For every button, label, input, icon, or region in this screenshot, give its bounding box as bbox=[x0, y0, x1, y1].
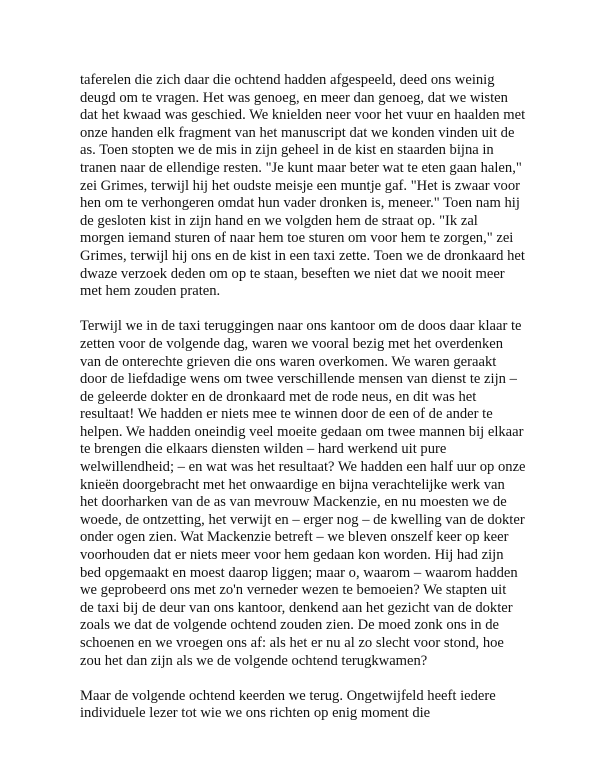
text-line: dat het kwaad was geschied. We knielden neer voor het vuur en haalden met bbox=[80, 107, 526, 124]
text-line: tranen naar de ellendige resten. "Je kunt maar beter wat te eten gaan halen," bbox=[80, 159, 522, 176]
paragraph-3 bbox=[80, 688, 528, 723]
text-line: hen om te verhongeren omdat hun vader dronken is, meneer." Toen nam hij bbox=[80, 195, 520, 212]
text-line: de gesloten kist in zijn hand en we volgden hem de straat op. "Ik zal bbox=[80, 212, 478, 229]
text-line: voorhouden dat er niets meer voor hem gedaan kon worden. Hij had zijn bbox=[80, 547, 504, 564]
text-line: resultaat! We hadden er niets mee te winnen door de een of de ander te bbox=[80, 406, 493, 423]
text-line: de taxi bij de deur van ons kantoor, denkend aan het gezicht van de dokter bbox=[80, 599, 513, 616]
text-line: deugd om te vragen. Het was genoeg, en meer dan genoeg, dat we wisten bbox=[80, 89, 508, 106]
text-line: dwaze verzoek deden om op te staan, beseften we niet dat we nooit meer bbox=[80, 265, 505, 282]
paragraph-2 bbox=[80, 318, 528, 670]
text-line: individuele lezer tot wie we ons richten op enig moment die bbox=[80, 705, 431, 722]
text-line: bed opgemaakt en moest daarop liggen; maar o, waarom – waarom hadden bbox=[80, 564, 518, 581]
text-line: schoenen en we vroegen ons af: als het er nu al zo slecht voor stond, hoe bbox=[80, 635, 504, 651]
text-line: zetten voor de volgende dag, waren we vooral bezig met het overdenken bbox=[80, 335, 504, 352]
text-line: door de liefdadige wens om twee verschillende mensen van dienst te zijn – bbox=[80, 371, 517, 388]
text-line: onder ogen zien. Wat Mackenzie betreft – we bleven onszelf keer op keer bbox=[80, 529, 509, 546]
text-line: zou het dan zijn als we de volgende ochtend terugkwamen? bbox=[80, 652, 428, 669]
text-line: Maar de volgende ochtend keerden we terug. Ongetwijfeld heeft iedere bbox=[80, 687, 496, 704]
text-line: taferelen die zich daar die ochtend hadden afgespeeld, deed ons weinig bbox=[80, 72, 495, 88]
text-line: Terwijl we in de taxi teruggingen naar ons kantoor om de doos daar klaar te bbox=[80, 318, 522, 335]
text-line: morgen iemand sturen of naar hem toe sturen om voor hem te zorgen," zei bbox=[80, 230, 514, 247]
text-line: de geleerde dokter en de dronkaard met de rode neus, en dit was het bbox=[80, 388, 477, 405]
text-line: welwillendheid; – en wat was het resultaat? We hadden een half uur op onze bbox=[80, 459, 526, 476]
text-line: as. Toen stopten we de mis in zijn geheel in de kist en staarden bijna in bbox=[80, 142, 494, 159]
text-line: knieën doorgebracht met het onwaardige en bijna verachtelijke werk van bbox=[80, 476, 505, 493]
text-line: woede, de ontzetting, het verwijt en – erger nog – de kwelling van de dokter bbox=[80, 511, 525, 528]
text-line: het doorharken van de as van mevrouw Mackenzie, en nu moesten we de bbox=[80, 494, 507, 511]
text-line: Grimes, terwijl hij ons en de kist in een taxi zette. Toen we de dronkaard het bbox=[80, 247, 525, 264]
document-page bbox=[80, 72, 528, 741]
text-line: we geprobeerd ons met zo'n verneder wezen te bemoeien? We stapten uit bbox=[80, 582, 507, 599]
text-line: te brengen die elkaars diensten wilden – hard werkend uit pure bbox=[80, 441, 447, 458]
text-line: zoals we dat de volgende ochtend zouden zien. De moed zonk ons in de bbox=[80, 617, 500, 634]
text-line: zei Grimes, terwijl hij het oudste meisje een muntje gaf. "Het is zwaar voor bbox=[80, 177, 520, 194]
text-line: van de onterechte grieven die ons waren overkomen. We waren geraakt bbox=[80, 353, 497, 370]
text-line: met hem zouden praten. bbox=[80, 283, 221, 300]
text-line: onze handen elk fragment van het manuscript dat we konden vinden uit de bbox=[80, 124, 515, 141]
paragraph-1 bbox=[80, 72, 528, 301]
text-line: helpen. We hadden oneindig veel moeite gedaan om twee mannen bij elkaar bbox=[80, 423, 524, 440]
